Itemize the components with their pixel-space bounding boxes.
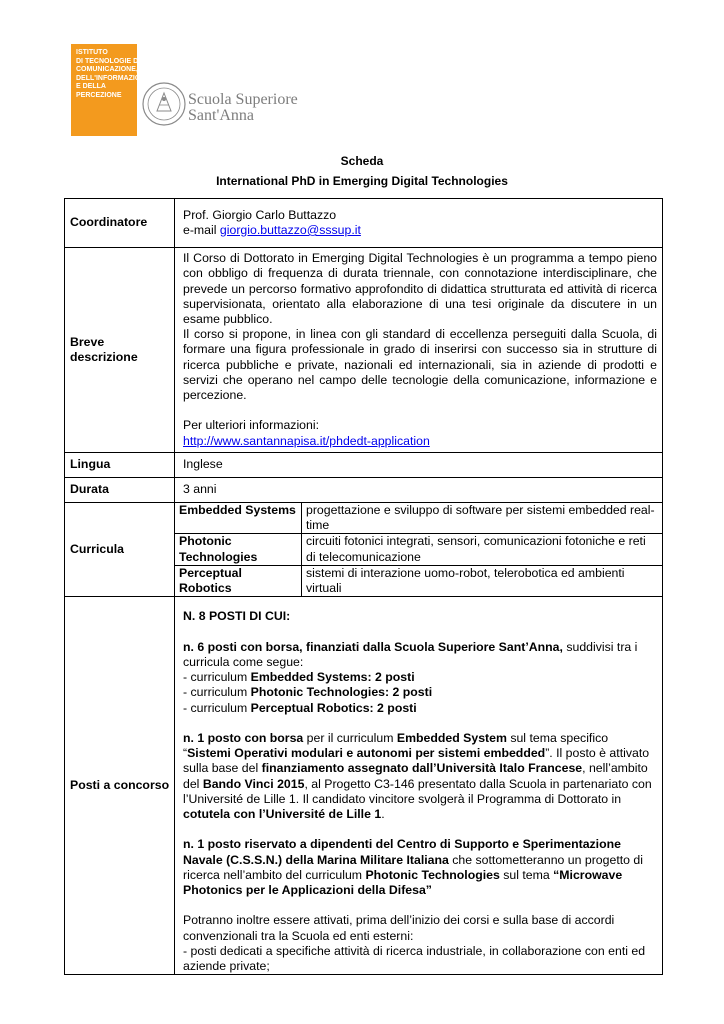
value-curricula (175, 503, 663, 597)
institute-line: ISTITUTO (76, 49, 108, 56)
description-paragraph: Il corso si propone, in linea con gli standard di eccellenza perseguiti dalla Scuola, di formare una figura professionale in grado di inserirsi con successo sia in strutture di ricerca pubbliche e private, nazionali ed internazionali, sia in aziende di prodotti e servizi che operano nel campo delle tecnologie della comunicazione, informazione e percezione. (183, 327, 657, 403)
school-name (188, 92, 298, 124)
group-1: n. 6 posti con borsa, finanziati dalla Scuola Superiore Sant’Anna, suddivisi tra i curricula come segue: (183, 639, 638, 669)
school-seal-icon (141, 81, 187, 127)
curriculum-posts: - curriculum Perceptual Robotics: 2 posti (183, 700, 417, 715)
curriculum-row (175, 503, 662, 534)
value-durata: 3 anni (175, 478, 663, 503)
title-line: Scheda (340, 154, 384, 168)
label-coordinatore: Coordinatore (65, 199, 175, 248)
label-lingua: Lingua (65, 453, 175, 478)
value-posti (175, 597, 663, 975)
value-coordinatore (175, 199, 663, 248)
group-3: n. 1 posto riservato a dipendenti del Centro di Supporto e Sperimentazione Navale (C.S.S.N.) della Marina Militare Italiana che sottometteranno un progetto di ricerca nell’ambito del curriculum Photonic Technologies sul tema “Microwave Photonics per le Applicazioni della Difesa” (183, 837, 643, 897)
email-prefix: e-mail (183, 223, 220, 237)
posti-heading: N. 8 POSTI DI CUI: (183, 609, 291, 624)
group-5: - posti dedicati a specifiche attività di ricerca industriale, in collaborazione con enti ed aziende private; (183, 943, 646, 973)
institute-logo (71, 44, 157, 136)
row-lingua (65, 453, 663, 478)
row-durata (65, 478, 663, 503)
description-paragraph: Il Corso di Dottorato in Emerging Digital Technologies è un programma a tempo pieno con obbligo di frequenza di durata triennale, con connotazione interdisciplinare, che prevede un percorso formativo approfondito di didattica strutturata ed attività di ricerca supervisionata, orientato alla elaborazione di una tesi originale da discutere in un esame pubblico. (183, 251, 657, 326)
institute-line: COMUNICAZIONE, (76, 66, 138, 74)
institute-line: E DELLA (76, 83, 106, 91)
coordinator-name: Prof. Giorgio Carlo Buttazzo (183, 207, 337, 222)
curriculum-name: Embedded Systems (175, 503, 302, 534)
title-line: International PhD in Emerging Digital Technologies (216, 174, 508, 188)
curriculum-row (175, 565, 662, 596)
curriculum-posts: - curriculum Photonic Technologies: 2 posti (183, 685, 433, 700)
curriculum-desc: progettazione e sviluppo di software per sistemi embedded real-time (302, 503, 663, 534)
program-table (64, 198, 663, 975)
institute-line: DI TECNOLOGIE DELLA (76, 57, 157, 65)
coordinator-email-link[interactable]: giorgio.buttazzo@sssup.it (219, 223, 361, 237)
curricula-table (175, 503, 662, 596)
row-descrizione (65, 248, 663, 453)
row-posti (65, 597, 663, 975)
application-link[interactable]: http://www.santannapisa.it/phdedt-application (183, 433, 430, 448)
coordinator-email-line (183, 223, 657, 238)
row-curricula (65, 503, 663, 597)
school-name-line: Sant'Anna (188, 107, 254, 124)
group-4: Potranno inoltre essere attivati, prima dell’inizio dei corsi e sulla base di accordi convenzionali tra la Scuola ed enti esterni: (183, 913, 615, 943)
institute-line: PERCEZIONE (76, 91, 122, 99)
curriculum-posts: - curriculum Embedded Systems: 2 posti (183, 670, 415, 685)
label-descrizione: Breve descrizione (65, 248, 175, 453)
row-coordinatore (65, 199, 663, 248)
institute-line: DELL'INFORMAZIONE (76, 74, 150, 82)
curriculum-row (175, 534, 662, 565)
group-2: n. 1 posto con borsa per il curriculum Embedded System sul tema specifico “Sistemi Operativi modulari e autonomi per sistemi embedded”. Il posto è attivato sulla base del finanziamento assegnato dall’Università Italo Francese, nell’ambito del Bando Vinci 2015, al Progetto C3-146 presentato dalla Scuola in partenariato con l’Université de Lille 1. Il candidato vincitore svolgerà il Programma di Dottorato in cotutela con l’Université de Lille 1. (183, 730, 652, 821)
value-lingua: Inglese (175, 453, 663, 478)
school-name-line: Scuola Superiore (188, 91, 298, 108)
more-info-text: Per ulteriori informazioni: (183, 418, 319, 433)
curriculum-desc: circuiti fotonici integrati, sensori, comunicazioni fotoniche e reti di telecomunicazione (302, 534, 663, 565)
curriculum-name: Photonic Technologies (175, 534, 302, 565)
curriculum-desc: sistemi di interazione uomo-robot, telerobotica ed ambienti virtuali (306, 565, 625, 596)
label-posti: Posti a concorso (65, 597, 175, 975)
label-curricula: Curricula (65, 503, 175, 597)
label-durata: Durata (65, 478, 175, 503)
curriculum-name: Perceptual Robotics (175, 565, 302, 596)
document-title (0, 151, 724, 191)
value-descrizione (175, 248, 663, 453)
